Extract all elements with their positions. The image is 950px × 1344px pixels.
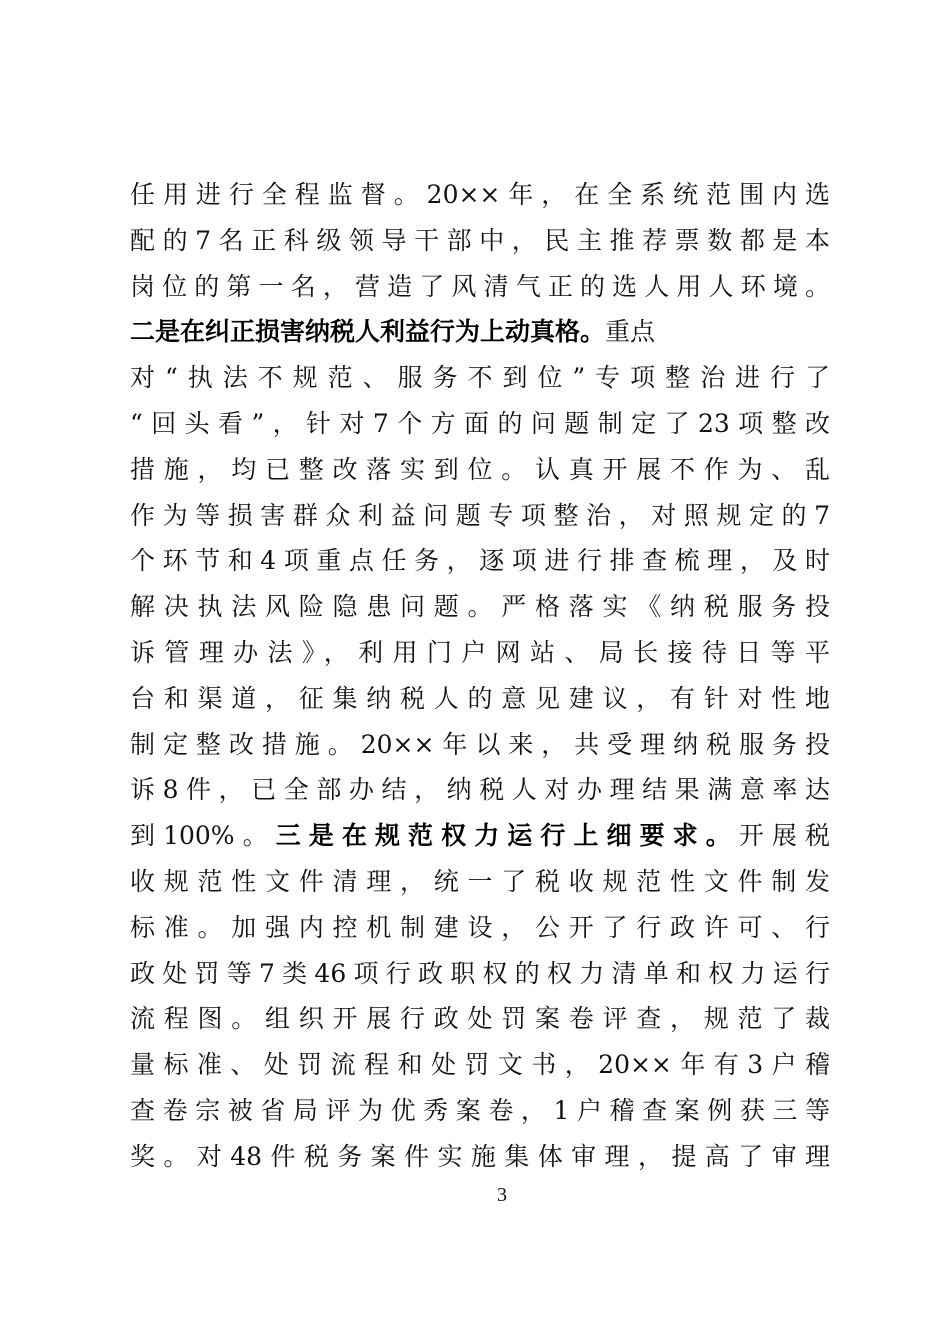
text-segment: 开展税 [738, 821, 830, 851]
bold-heading-text: 三是在规范权力运行上细要求。 [275, 821, 739, 851]
text-segment: 收规范性文件清理，统一了税收规范性文件制发 [130, 866, 830, 896]
text-line [130, 493, 830, 539]
text-segment: 解决执法风险隐患问题。严格落实《纳税服务投 [130, 592, 830, 622]
text-line [130, 722, 830, 768]
text-segment: 诉管理办法》，利用门户网站、局长接待日等平 [130, 637, 830, 667]
text-line [130, 172, 830, 218]
text-line [130, 218, 830, 264]
bold-heading-text: 二是在纠正损害纳税人利益行为上动真格。 [130, 317, 606, 347]
body-text [130, 172, 830, 1180]
text-segment: 任用进行全程监督。20××年，在全系统范围内选 [130, 180, 830, 209]
text-segment: 措施，均已整改落实到位。认真开展不作为、乱 [130, 454, 830, 484]
text-line [130, 401, 830, 447]
text-segment: 台和渠道，征集纳税人的意见建议，有针对性地 [130, 683, 830, 713]
text-line [130, 584, 830, 630]
text-line [130, 767, 830, 813]
text-segment: “回头看”，针对7个方面的问题制定了23项整改 [130, 408, 830, 438]
text-line [130, 951, 830, 997]
text-segment: 查卷宗被省局评为优秀案卷，1户稽查案例获三等 [130, 1095, 830, 1125]
text-line [130, 355, 830, 401]
text-line [130, 1088, 830, 1134]
text-segment: 诉8件，已全部办结，纳税人对办理结果满意率达 [130, 775, 830, 805]
page-number: 3 [497, 1184, 507, 1206]
text-line [130, 538, 830, 584]
text-line [130, 630, 830, 676]
text-line [130, 859, 830, 905]
text-segment: 奖。对48件税务案件实施集体审理，提高了审理 [130, 1141, 830, 1171]
text-line [130, 309, 830, 355]
text-segment: 个环节和4项重点任务，逐项进行排查梳理，及时 [130, 546, 830, 576]
text-segment: 量标准、处罚流程和处罚文书，20××年有3户稽 [130, 1050, 830, 1080]
text-segment: 制定整改措施。20××年以来，共受理纳税服务投 [130, 729, 830, 759]
text-segment: 岗位的第一名，营造了风清气正的选人用人环境。 [130, 271, 830, 301]
text-segment: 政处罚等7类46项行政职权的权力清单和权力运行 [130, 958, 830, 988]
text-line [130, 447, 830, 493]
text-line [130, 264, 830, 310]
text-segment: 到100%。 [130, 821, 276, 851]
text-line [130, 1134, 830, 1180]
text-segment: 对“执法不规范、服务不到位”专项整治进行了 [130, 363, 830, 393]
text-line [130, 676, 830, 722]
text-segment: 标准。加强内控机制建设，公开了行政许可、行 [130, 912, 830, 942]
text-line [130, 813, 830, 859]
text-line [130, 905, 830, 951]
text-segment: 配的7名正科级领导干部中，民主推荐票数都是本 [130, 225, 830, 255]
text-segment: 流程图。组织开展行政处罚案卷评查，规范了裁 [130, 1004, 830, 1034]
text-segment: 作为等损害群众利益问题专项整治，对照规定的7 [130, 500, 830, 530]
text-line [130, 996, 830, 1042]
text-segment: 重点 [605, 317, 656, 347]
text-line [130, 1042, 830, 1088]
